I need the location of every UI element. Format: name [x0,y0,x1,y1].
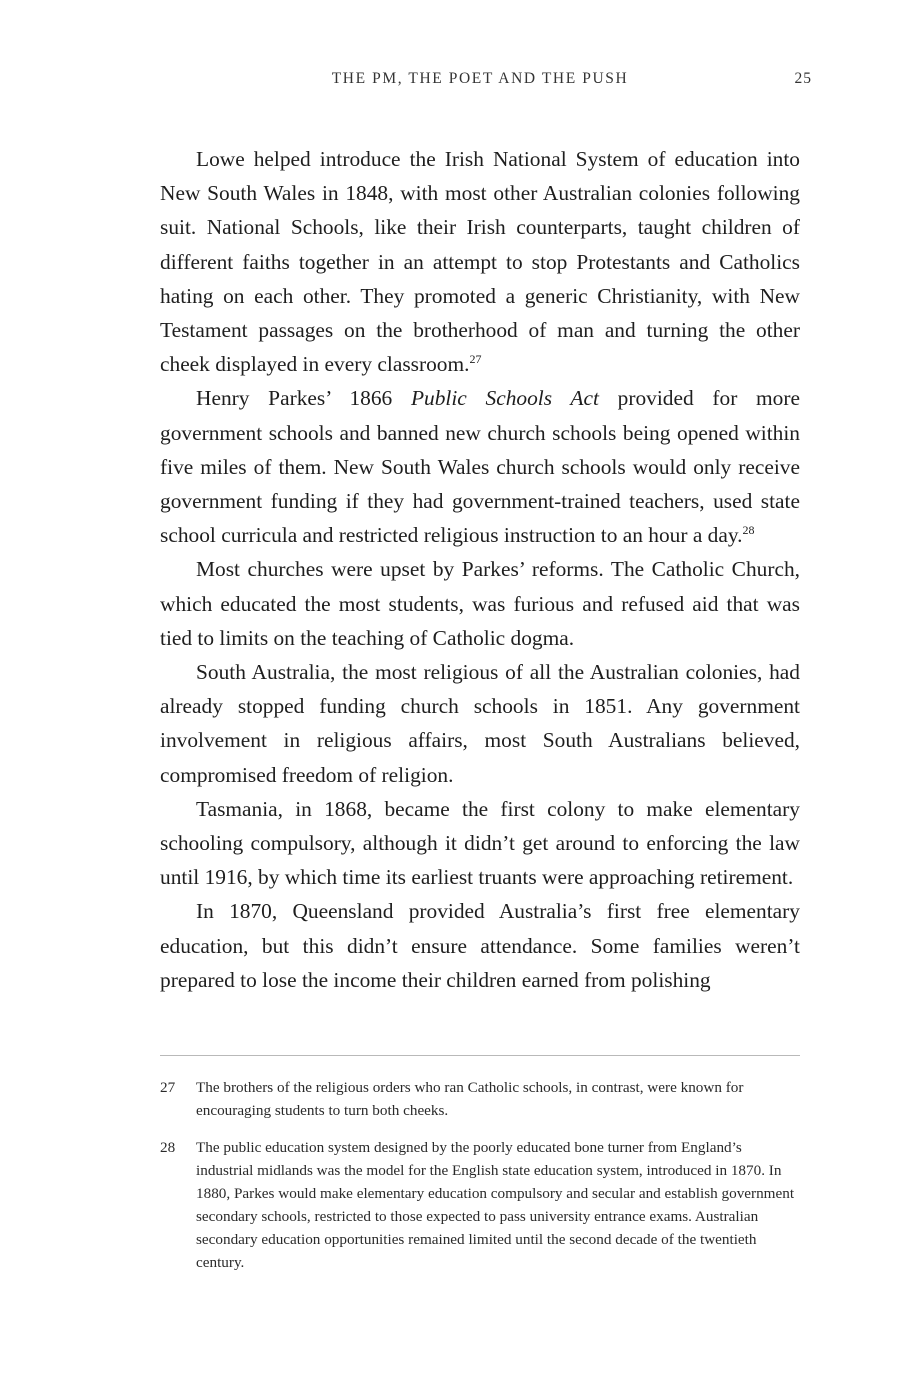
footnote-divider [160,1055,800,1056]
footnote-28 [160,1136,800,1274]
footnote-27 [160,1076,800,1122]
paragraph-text: South Australia, the most religious of all the Australian colonies, had already stopped funding church schools in 1851. Any government involvement in religious affairs, most South Australians believed, compromised freedom of religion. [160,660,800,787]
paragraph-text: provided for more government schools and banned new church schools being opened within five miles of them. New South Wales church schools would only receive government funding if they had government-trained teachers, used state school curricula and restricted religious instruction to an hour a day. [160,386,800,548]
body-text [160,142,800,997]
footnote-reference-28[interactable]: 28 [742,523,755,538]
paragraph-text: Most churches were upset by Parkes’ reforms. The Catholic Church, which educated the most students, was furious and refused aid that was tied to limits on the teaching of Catholic dogma. [160,557,800,650]
italic-act-title: Public Schools Act [410,386,599,411]
running-title: THE PM, THE POET AND THE PUSH [331,70,629,87]
footnote-reference-27[interactable]: 27 [469,352,482,367]
paragraph-2 [160,381,800,552]
paragraph-4 [160,655,800,792]
paragraph-text: Henry Parkes’ 1866 [196,386,411,411]
footnote-text: The public education system designed by the poorly educated bone turner from England’s industrial midlands was the model for the English state education system, introduced in 1870. In 1880, Parkes would make elementary education compulsory and secular and establish government secondary schools, restricted to those expected to pass university entrance exams. Australian secondary education opportunities remained limited until the second decade of the twentieth century. [196,1139,795,1271]
paragraph-6 [160,894,800,997]
footnote-number: 27 [160,1079,176,1096]
paragraph-1 [160,142,800,381]
footnote-text: The brothers of the religious orders who ran Catholic schools, in contrast, were known for encouraging students to turn both cheeks. [196,1079,744,1119]
footnote-number: 28 [160,1139,176,1156]
paragraph-text: Lowe helped introduce the Irish National System of education into New South Wales in 1848, with most other Australian colonies following suit. National Schools, like their Irish counterparts, taught children of different faiths together in an attempt to stop Protestants and Catholics hating on each other. They promoted a generic Christianity, with New Testament passages on the brotherhood of man and turning the other cheek displayed in every classroom. [160,147,800,377]
page-number: 25 [794,70,812,87]
running-header [160,70,812,94]
paragraph-text: Tasmania, in 1868, became the first colony to make elementary schooling compulsory, although it didn’t get around to enforcing the law until 1916, by which time its earliest truants were approaching retirement. [160,796,800,890]
paragraph-3 [160,552,800,655]
paragraph-5 [160,792,800,895]
paragraph-text: In 1870, Queensland provided Australia’s first free elementary education, but this didn’t ensure attendance. Some families weren’t prepared to lose the income their children earned from polishing [160,899,800,992]
footnotes [160,1076,800,1288]
